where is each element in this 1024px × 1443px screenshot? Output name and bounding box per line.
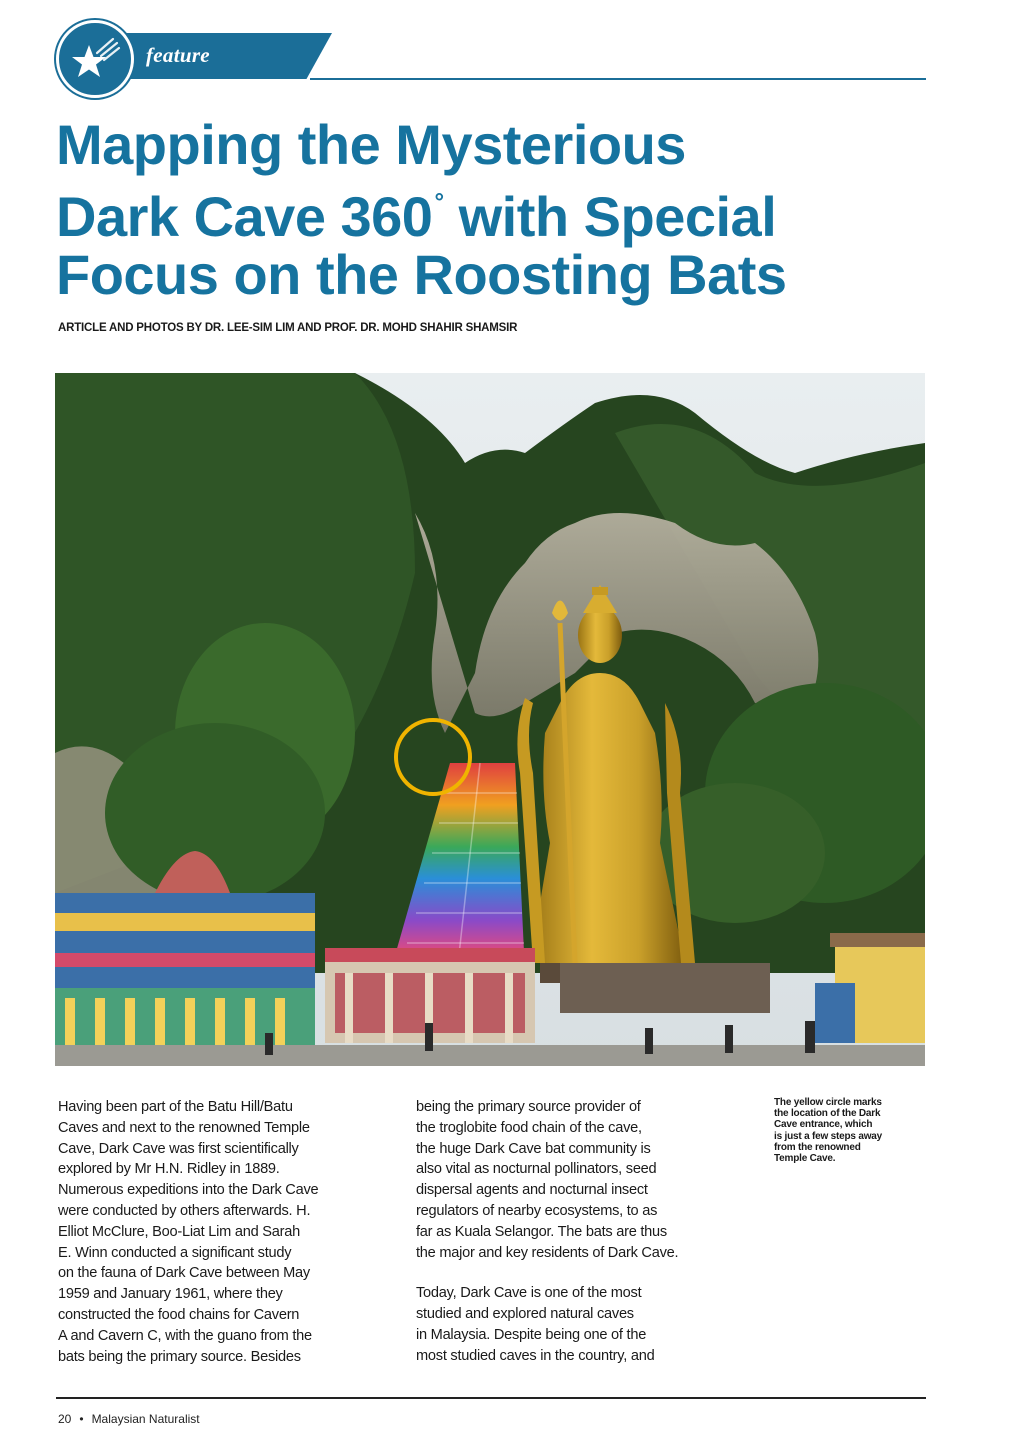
paragraph: Having been part of the Batu Hill/Batu Caves and next to the renowned Temple Cave, Dark Cave was first scientifically explored by Mr H.N. Ridley in 1889. Numerous expeditions into the Dark Cave were conducted by others afterwards. H. Elliot McClure, Boo-Liat Lim and Sarah E. Winn conducted a significant study on the fauna of Dark Cave between May 1959 and January 1961, where they constructed the food chains for Cavern A and Cavern C, with the guano from the bats being the primary source. Besides — [58, 1099, 319, 1365]
plaza — [55, 1045, 925, 1066]
publication-name: Malaysian Naturalist — [91, 1412, 200, 1426]
paragraph: Today, Dark Cave is one of the most studied and explored natural caves in Malaysia. Despite being one of the most studied caves in the country, and — [416, 1285, 655, 1364]
article-title — [56, 113, 956, 306]
byline: ARTICLE AND PHOTOS BY DR. LEE-SIM LIM AND PROF. DR. MOHD SHAHIR SHAMSIR — [58, 322, 518, 334]
page-footer — [58, 1412, 200, 1426]
degree-symbol: ° — [434, 189, 444, 216]
body-column-2 — [416, 1097, 756, 1387]
feature-banner — [100, 33, 332, 79]
footer-rule — [56, 1397, 926, 1399]
title-line-2-end: with Special — [443, 185, 777, 248]
body-column-1 — [58, 1097, 388, 1387]
batu-caves-photo — [55, 373, 925, 1066]
title-line-3: Focus on the Roosting Bats — [56, 243, 787, 306]
footer-separator: • — [79, 1412, 84, 1426]
title-line-2 — [56, 174, 956, 246]
header-rule — [310, 78, 926, 80]
star-icon — [67, 31, 123, 87]
photo-caption: The yellow circle marks the location of the Dark Cave entrance, which is just a few steps away from the renowned Temple Cave. — [774, 1097, 883, 1165]
section-label: feature — [146, 43, 210, 67]
paragraph: being the primary source provider of the troglobite food chain of the cave, the huge Dark Cave bat community is also vital as nocturnal pollinators, seed dispersal agents and nocturnal insect regulators of nearby ecosystems, to as far as Kuala Selangor. The bats are thus the major and key residents of Dark Cave. — [416, 1099, 679, 1261]
page-number: 20 — [58, 1412, 72, 1426]
title-line-1: Mapping the Mysterious — [56, 113, 686, 176]
star-badge — [56, 20, 134, 98]
title-line-2-start: Dark Cave 360 — [56, 185, 433, 248]
